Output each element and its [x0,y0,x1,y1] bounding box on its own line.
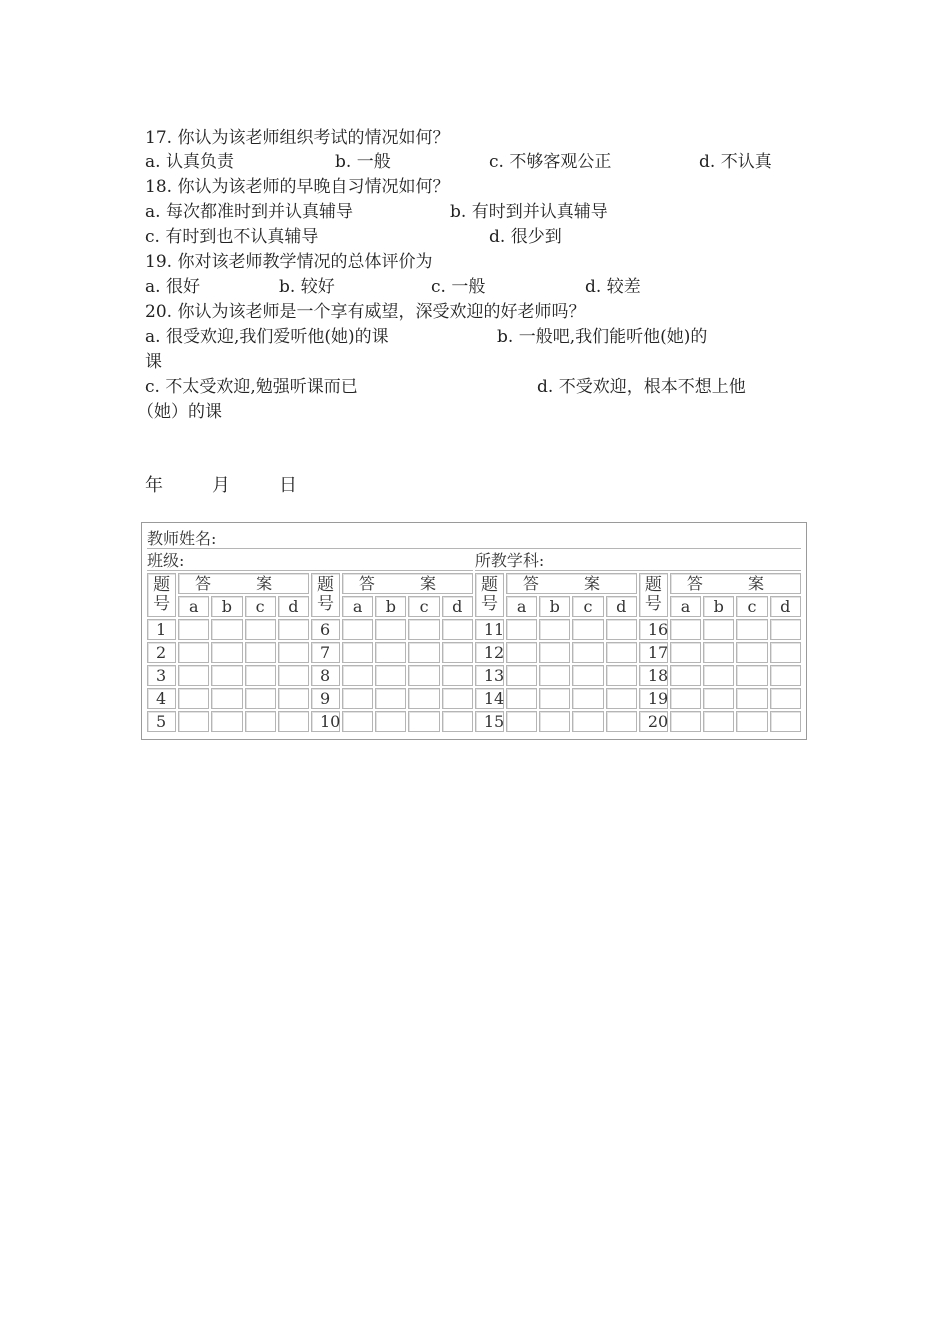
question-number-cell: 3 [147,665,176,686]
question-number-cell: 15 [475,711,504,732]
answer-box-d[interactable] [442,688,473,709]
subject-label: 所教学科: [475,551,801,571]
answer-grid [145,527,803,734]
answer-box-a[interactable] [506,642,537,663]
choice-d-header: d [278,596,309,617]
choice-b-header: b [211,596,242,617]
answer-box-a[interactable] [670,619,701,640]
answer-box-b[interactable] [703,642,734,663]
answer-box-a[interactable] [342,665,373,686]
question-number-header [311,573,340,617]
choice-c-header: c [572,596,603,617]
question-number-cell: 11 [475,619,504,640]
date-month: 月 [212,475,230,496]
question-number-cell: 1 [147,619,176,640]
choice-d-header: d [606,596,637,617]
choice-c-header: c [408,596,439,617]
answer-box-d[interactable] [770,619,801,640]
answer-box-b[interactable] [539,711,570,732]
q-header-bottom: 号 [480,594,498,614]
choice-c-header: c [736,596,767,617]
question-number-cell: 19 [639,688,668,709]
question-19: 19. 你对该老师教学情况的总体评价为 [145,252,433,272]
answer-box-c[interactable] [408,711,439,732]
answer-box-b[interactable] [211,688,242,709]
answer-box-b[interactable] [703,711,734,732]
question-number-cell: 17 [639,642,668,663]
option-18b: b. 有时到并认真辅导 [450,202,608,222]
answer-box-b[interactable] [703,665,734,686]
answer-box-c[interactable] [245,688,276,709]
answer-box-d[interactable] [770,688,801,709]
q-header-top: 题 [153,575,171,595]
answer-box-a[interactable] [178,711,209,732]
answer-box-c[interactable] [736,688,767,709]
choice-b-header: b [703,596,734,617]
question-number-cell: 12 [475,642,504,663]
option-18c: c. 有时到也不认真辅导 [145,227,319,247]
answer-box-c[interactable] [245,711,276,732]
answer-row [147,711,801,732]
option-19b: b. 较好 [279,277,335,297]
answer-box-c[interactable] [572,665,603,686]
answer-box-a[interactable] [670,665,701,686]
answer-header: 答 案 [506,573,637,594]
option-19d: d. 较差 [585,277,641,297]
question-number-cell: 7 [311,642,340,663]
answer-box-a[interactable] [342,619,373,640]
question-number-cell: 10 [311,711,340,732]
answer-box-d[interactable] [442,711,473,732]
answer-box-b[interactable] [703,688,734,709]
choice-c-header: c [245,596,276,617]
answer-box-c[interactable] [572,711,603,732]
q-header-top: 题 [317,575,334,595]
answer-box-b[interactable] [211,665,242,686]
answer-box-a[interactable] [342,711,373,732]
answer-box-c[interactable] [408,619,439,640]
answer-box-c[interactable] [408,665,439,686]
answer-box-a[interactable] [178,665,209,686]
answer-row [147,619,801,640]
answer-box-d[interactable] [278,688,309,709]
answer-box-b[interactable] [539,688,570,709]
option-18a: a. 每次都准时到并认真辅导 [145,202,353,222]
question-number-cell: 8 [311,665,340,686]
answer-box-c[interactable] [408,642,439,663]
answer-box-b[interactable] [375,665,406,686]
answer-box-c[interactable] [736,642,767,663]
class-label: 班级: [147,551,473,571]
answer-box-d[interactable] [606,665,637,686]
answer-box-a[interactable] [342,688,373,709]
option-20b-wrap: 课 [145,352,162,372]
answer-box-a[interactable] [670,688,701,709]
choice-d-header: d [770,596,801,617]
choice-d-header: d [442,596,473,617]
option-17a: a. 认真负责 [145,152,234,172]
option-19a: a. 很好 [145,277,200,297]
answer-box-b[interactable] [375,619,406,640]
option-20d: d. 不受欢迎，根本不想上他 [537,377,746,397]
answer-box-d[interactable] [442,665,473,686]
answer-box-b[interactable] [375,711,406,732]
answer-box-c[interactable] [245,665,276,686]
q-header-bottom: 号 [317,594,334,614]
option-19c: c. 一般 [431,277,486,297]
answer-box-d[interactable] [770,642,801,663]
answer-box-a[interactable] [178,619,209,640]
question-number-cell: 20 [639,711,668,732]
choice-a-header: a [178,596,209,617]
question-number-cell: 4 [147,688,176,709]
answer-box-c[interactable] [245,642,276,663]
teacher-row [147,529,801,549]
option-17d: d. 不认真 [699,152,772,172]
answer-box-d[interactable] [606,642,637,663]
answer-box-c[interactable] [572,619,603,640]
answer-sheet [141,522,807,740]
answer-box-a[interactable] [178,688,209,709]
answer-box-d[interactable] [278,665,309,686]
answer-box-d[interactable] [606,619,637,640]
choice-a-header: a [506,596,537,617]
answer-box-b[interactable] [375,642,406,663]
answer-box-c[interactable] [736,711,767,732]
answer-box-c[interactable] [736,619,767,640]
answer-box-c[interactable] [736,665,767,686]
option-20d-wrap: （她）的课 [137,402,222,422]
answer-row [147,642,801,663]
answer-box-a[interactable] [506,665,537,686]
answer-box-b[interactable] [211,642,242,663]
answer-box-b[interactable] [211,619,242,640]
answer-box-b[interactable] [211,711,242,732]
answer-box-a[interactable] [506,688,537,709]
option-20b: b. 一般吧,我们能听他(她)的 [497,327,708,347]
answer-box-d[interactable] [442,619,473,640]
option-18d: d. 很少到 [489,227,562,247]
option-20a: a. 很受欢迎,我们爱听他(她)的课 [145,327,389,347]
question-number-cell: 2 [147,642,176,663]
answer-box-d[interactable] [606,688,637,709]
answer-box-a[interactable] [506,711,537,732]
answer-box-d[interactable] [770,665,801,686]
date-day: 日 [279,475,297,496]
answer-box-c[interactable] [572,688,603,709]
answer-box-d[interactable] [606,711,637,732]
answer-box-b[interactable] [539,619,570,640]
answer-box-b[interactable] [539,642,570,663]
question-number-cell: 5 [147,711,176,732]
class-subject-row [147,551,801,571]
option-17b: b. 一般 [335,152,391,172]
choice-b-header: b [539,596,570,617]
choice-a-header: a [670,596,701,617]
question-number-cell: 18 [639,665,668,686]
answer-header-row [147,573,801,594]
answer-header: 答 案 [342,573,473,594]
answer-box-d[interactable] [770,711,801,732]
answer-box-a[interactable] [670,642,701,663]
answer-box-a[interactable] [178,642,209,663]
question-20: 20. 你认为该老师是一个享有威望，深受欢迎的好老师吗？ [145,302,586,322]
answer-box-c[interactable] [245,619,276,640]
question-number-cell: 6 [311,619,340,640]
answer-box-d[interactable] [278,619,309,640]
q-header-bottom: 号 [644,594,662,614]
answer-box-d[interactable] [442,642,473,663]
answer-box-c[interactable] [408,688,439,709]
date-year: 年 [145,475,163,496]
question-17: 17. 你认为该老师组织考试的情况如何？ [145,128,450,148]
answer-row [147,665,801,686]
answer-box-d[interactable] [278,642,309,663]
q-header-top: 题 [644,575,662,595]
question-number-cell: 13 [475,665,504,686]
answer-header: 答 案 [178,573,309,594]
answer-box-c[interactable] [572,642,603,663]
answer-box-b[interactable] [375,688,406,709]
choice-a-header: a [342,596,373,617]
answer-row [147,688,801,709]
question-number-header [475,573,504,617]
question-number-header [147,573,176,617]
answer-box-b[interactable] [539,665,570,686]
question-number-cell: 16 [639,619,668,640]
question-number-cell: 14 [475,688,504,709]
answer-header: 答 案 [670,573,801,594]
teacher-name-label: 教师姓名: [147,529,801,549]
option-20c: c. 不太受欢迎,勉强听课而已 [145,377,358,397]
choice-b-header: b [375,596,406,617]
question-number-cell: 9 [311,688,340,709]
question-number-header [639,573,668,617]
q-header-bottom: 号 [153,594,171,614]
q-header-top: 题 [480,575,498,595]
answer-box-b[interactable] [703,619,734,640]
answer-box-d[interactable] [278,711,309,732]
answer-box-a[interactable] [506,619,537,640]
question-18: 18. 你认为该老师的早晚自习情况如何？ [145,177,450,197]
answer-box-a[interactable] [342,642,373,663]
option-17c: c. 不够客观公正 [489,152,612,172]
answer-box-a[interactable] [670,711,701,732]
